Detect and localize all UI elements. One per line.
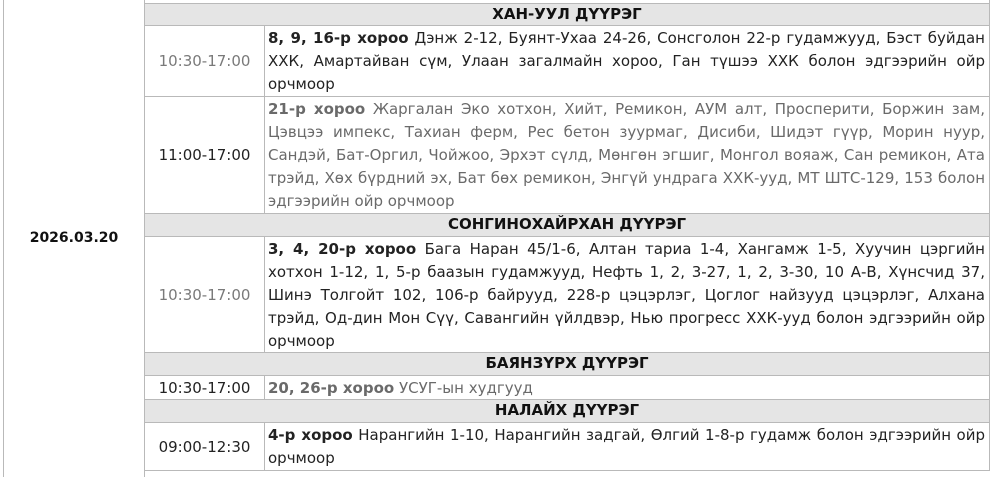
khoroo-label: 3, 4, 20-р хороо <box>268 240 417 258</box>
khoroo-label: 21-р хороо <box>268 100 366 118</box>
description-cell <box>265 26 990 96</box>
date-cell <box>3 0 145 477</box>
table-row <box>145 376 990 400</box>
table-row <box>145 97 990 214</box>
schedule-table <box>145 0 990 471</box>
khoroo-label: 4-р хороо <box>268 426 353 444</box>
district-header-nalaikh: НАЛАЙХ ДҮҮРЭГ <box>145 400 990 423</box>
description-cell <box>265 97 990 213</box>
area-list: Нарангийн 1-10, Нарангийн задгай, Өлгий 1-8-р гудамж болон эдгээрийн ойр орчмоор <box>268 426 985 467</box>
time-cell: 10:30-17:00 <box>145 376 265 399</box>
khoroo-label: 20, 26-р хороо <box>268 379 395 397</box>
area-list: Бага Наран 45/1-6, Алтан тариа 1-4, Хангамж 1-5, Хуучин цэргийн хотхон 1-12, 1, 5-р баазын гудамжууд, Нефть 1, 2, 3-27, 1, 2, 3-30, 10 А-В, Хүнсчид 37, Шинэ Толгойт 102, 106-р байрууд, 228-р цэцэрлэг, Цоглог найзууд цэцэрлэг, Алхана трэйд, Од-дин Мон Сүү, Савангийн үйлдвэр, Нью прогресс ХХК-ууд болон эдгээрийн ойр орчмоор <box>268 240 985 350</box>
area-list: Жаргалан Эко хотхон, Хийт, Ремикон, АУМ алт, Просперити, Боржин зам, Цэвцээ импекс, Тахиан ферм, Рес бетон зуурмаг, Дисиби, Шидэт гүүр, Морин нуур, Сандэй, Бат-Оргил, Чойжоо, Эрхэт сүлд, Мөнгөн эгшиг, Монгол вояаж, Сан ремикон, Ата трэйд, Хөх бүрдний эх, Бат бөх ремикон, Энгүй ундрага ХХК-ууд, МТ ШТС-129, 153 болон эдгээрийн ойр орчмоор <box>268 100 985 210</box>
khoroo-label: 8, 9, 16-р хороо <box>268 29 409 47</box>
time-cell: 11:00-17:00 <box>145 97 265 213</box>
table-row <box>145 423 990 471</box>
time-cell: 09:00-12:30 <box>145 423 265 470</box>
area-list: Дэнж 2-12, Буянт-Ухаа 24-26, Сонсголон 22-р гудамжууд, Бэст буйдан ХХК, Амартайван сүм, Улаан загалмайн хороо, Ган түшээ ХХК болон эдгээрийн ойр орчмоор <box>268 29 985 93</box>
table-row <box>145 237 990 353</box>
description-cell <box>265 376 990 399</box>
description-cell <box>265 423 990 470</box>
time-cell: 10:30-17:00 <box>145 26 265 96</box>
district-header-khan-uul: ХАН-УУЛ ДҮҮРЭГ <box>145 3 990 26</box>
description-cell <box>265 237 990 352</box>
table-row <box>145 26 990 97</box>
district-header-songinokhairkhan: СОНГИНОХАЙРХАН ДҮҮРЭГ <box>145 214 990 237</box>
area-list: УСУГ-ын худгууд <box>394 379 533 397</box>
date-label: 2026.03.20 <box>29 229 119 246</box>
district-header-bayanzurkh: БАЯНЗҮРХ ДҮҮРЭГ <box>145 353 990 376</box>
time-cell: 10:30-17:00 <box>145 237 265 352</box>
